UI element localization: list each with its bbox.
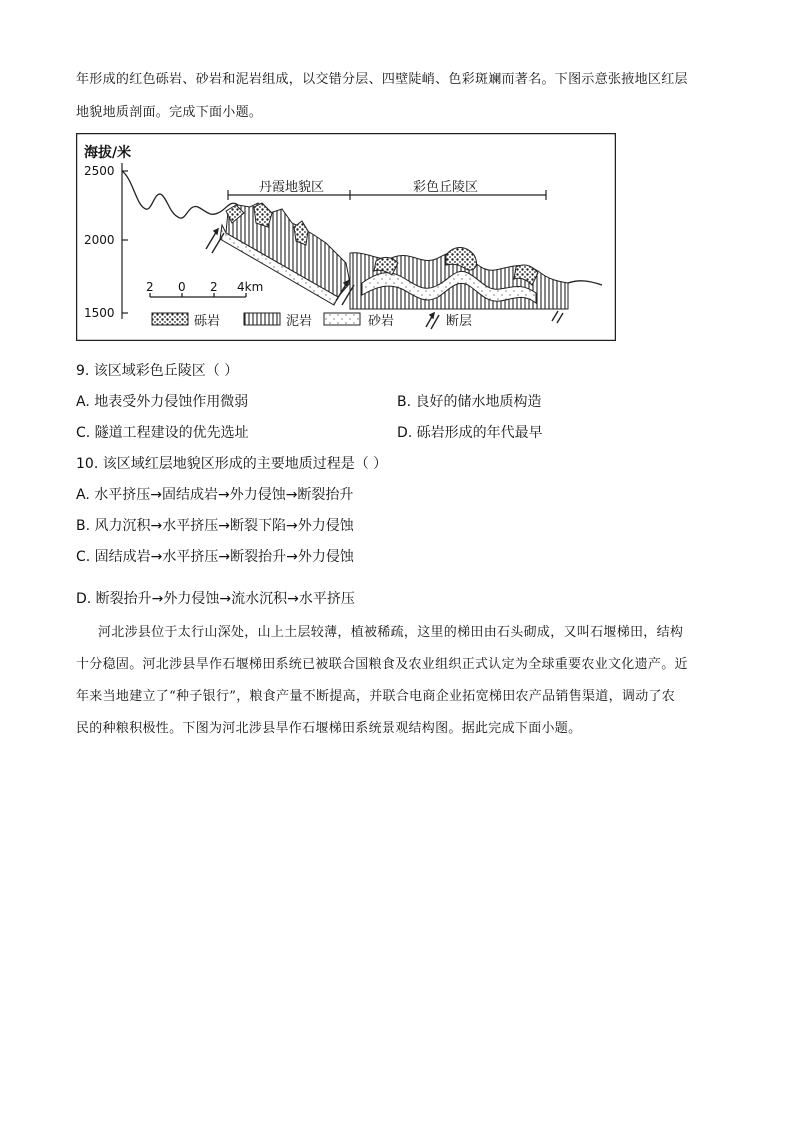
q10-option-d: D. 断裂抬升→外力侵蚀→流水沉积→水平挤压 — [76, 591, 355, 607]
q9-option-b: B. 良好的储水地质构造 — [397, 394, 542, 410]
q9-stem: 9. 该区域彩色丘陵区（ ） — [76, 363, 239, 379]
passage-line-1: 河北涉县位于太行山深处，山上土层较薄，植被稀疏，这里的梯田由石头砌成，又叫石堰梯田，结构 — [98, 625, 684, 640]
legend-label-fault: 断层 — [446, 314, 473, 329]
passage-line-3: 年来当地建立了“种子银行”，粮食产量不断提高，并联合电商企业拓宽梯田农产品销售渠道，调动了农 — [76, 689, 676, 704]
legend-swatch-sandstone — [324, 313, 360, 325]
scale-label-0: 0 — [178, 280, 186, 294]
q9-option-d: D. 砾岩形成的年代最早 — [397, 425, 543, 441]
tick-1500: 1500 — [84, 306, 115, 320]
region-danxia-label: 丹霞地貌区 — [259, 180, 325, 195]
legend-label-mudstone: 泥岩 — [286, 314, 313, 329]
legend-label-conglomerate: 砾岩 — [194, 314, 221, 329]
q10-option-a: A. 水平挤压→固结成岩→外力侵蚀→断裂抬升 — [76, 487, 354, 503]
legend-swatch-conglomerate — [152, 313, 188, 325]
passage-line-2: 十分稳固。河北涉县旱作石堰梯田系统已被联合国粮食及农业组织正式认定为全球重要农业文化遗产。近 — [76, 657, 688, 672]
legend-label-sandstone: 砂岩 — [368, 314, 395, 329]
geologic-profile-figure — [76, 133, 616, 341]
scale-label-2-left: 2 — [146, 280, 154, 294]
q9-option-c: C. 隧道工程建设的优先选址 — [76, 425, 249, 441]
q10-option-b: B. 风力沉积→水平挤压→断裂下陷→外力侵蚀 — [76, 518, 354, 534]
q10-stem: 10. 该区域红层地貌区形成的主要地质过程是（ ） — [76, 456, 388, 472]
q10-option-c: C. 固结成岩→水平挤压→断裂抬升→外力侵蚀 — [76, 549, 354, 565]
scale-label-2: 2 — [210, 280, 218, 294]
passage-line-4: 民的种粮积极性。下图为河北涉县旱作石堰梯田系统景观结构图。据此完成下面小题。 — [76, 721, 582, 736]
region-hills-label: 彩色丘陵区 — [413, 180, 479, 195]
q9-option-a: A. 地表受外力侵蚀作用微弱 — [76, 394, 249, 410]
legend-swatch-mudstone — [244, 313, 280, 325]
intro-line-1: 年形成的红色砾岩、砂岩和泥岩组成，以交错分层、四壁陡峭、色彩斑斓而著名。下图示意张掖地区红层 — [76, 72, 688, 87]
scale-label-4km: 4km — [237, 280, 264, 294]
tick-2000: 2000 — [84, 233, 115, 247]
tick-2500: 2500 — [84, 164, 115, 178]
y-axis-label: 海拔/米 — [84, 145, 132, 161]
intro-line-2: 地貌地质剖面。完成下面小题。 — [76, 105, 263, 120]
